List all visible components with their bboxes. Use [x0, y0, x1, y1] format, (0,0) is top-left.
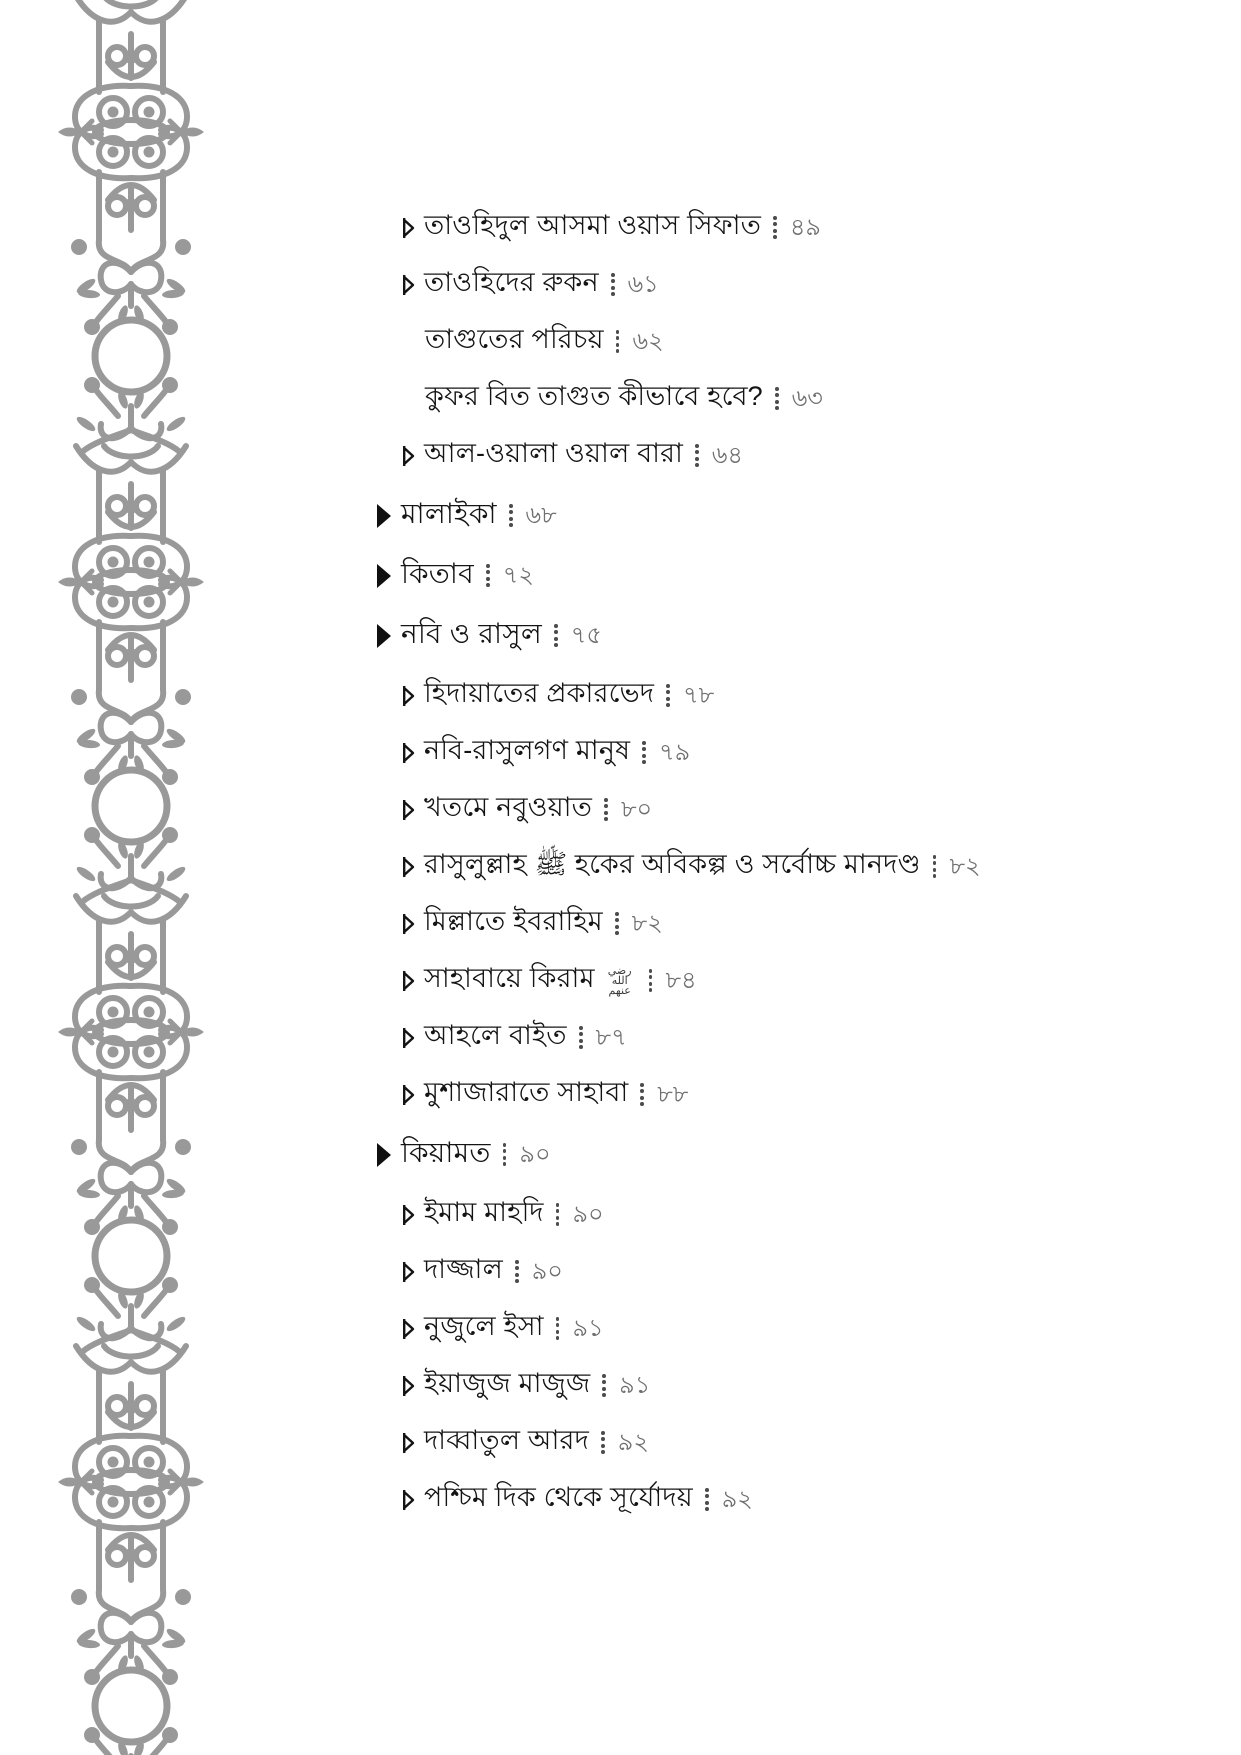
four-dot-separator-icon: [509, 504, 513, 527]
toc-entry-page: ৮৪: [665, 966, 697, 994]
toc-entry-title: কুফর বিত তাগুত কীভাবে হবে?: [425, 381, 763, 411]
toc-entry: [377, 1357, 1217, 1414]
toc-entry: [377, 313, 1217, 370]
four-dot-separator-icon: [554, 624, 558, 647]
toc-entry-page: ৮৭: [595, 1023, 627, 1051]
four-dot-separator-icon: [695, 444, 699, 467]
four-dot-separator-icon: [616, 330, 620, 353]
toc-entry-page: ৯০: [531, 1257, 563, 1285]
toc-entry-title: মুশাজারাতে সাহাবা: [424, 1077, 629, 1107]
table-of-contents: [377, 199, 1217, 1528]
toc-entry-page: ৭২: [502, 561, 534, 589]
toc-entry-title: খতমে নবুওয়াত: [424, 792, 593, 822]
four-dot-separator-icon: [775, 387, 779, 410]
four-dot-separator-icon: [615, 912, 619, 935]
four-dot-separator-icon: [556, 1317, 560, 1340]
toc-entry: [377, 952, 1217, 1009]
toc-entry-page: ৮৮: [657, 1080, 689, 1108]
four-dot-separator-icon: [515, 1260, 519, 1283]
toc-entry: [377, 547, 1217, 604]
outlined-triangle-bullet-icon: [402, 913, 415, 935]
four-dot-separator-icon: [705, 1488, 709, 1511]
toc-entry-page: ৬৮: [525, 501, 557, 529]
outlined-triangle-bullet-icon: [402, 1375, 415, 1397]
filled-triangle-bullet-icon: [377, 504, 391, 528]
toc-entry: [377, 1414, 1217, 1471]
toc-entry-title: আল-ওয়ালা ওয়াল বারা: [424, 438, 684, 468]
filled-triangle-bullet-icon: [377, 564, 391, 588]
outlined-triangle-bullet-icon: [402, 970, 415, 992]
toc-entry: [377, 781, 1217, 838]
outlined-triangle-bullet-icon: [402, 1489, 415, 1511]
four-dot-separator-icon: [503, 1143, 507, 1166]
four-dot-separator-icon: [933, 855, 937, 878]
ornamental-border: [56, 0, 206, 1755]
toc-entry-title: ইমাম মাহদি: [424, 1197, 544, 1227]
outlined-triangle-bullet-icon: [402, 742, 415, 764]
toc-entry-title: নবি-রাসুলগণ মানুষ: [424, 735, 631, 765]
toc-entry: [377, 667, 1217, 724]
toc-entry-title: নুজুলে ইসা: [424, 1311, 544, 1341]
toc-entry: [377, 1066, 1217, 1123]
outlined-triangle-bullet-icon: [402, 1084, 415, 1106]
toc-entry: [377, 199, 1217, 256]
toc-entry-page: ৬২: [632, 327, 664, 355]
radi-allahu-anhum-seal: رضي الله عنهم: [607, 964, 632, 997]
four-dot-separator-icon: [604, 798, 608, 821]
toc-entry: [377, 1126, 1217, 1183]
toc-entry: [377, 724, 1217, 781]
four-dot-separator-icon: [579, 1026, 583, 1049]
four-dot-separator-icon: [486, 564, 490, 587]
toc-entry-page: ৬৪: [711, 441, 744, 469]
outlined-triangle-bullet-icon: [402, 217, 415, 239]
outlined-triangle-bullet-icon: [402, 1261, 415, 1283]
toc-entry: [377, 607, 1217, 664]
toc-entry: [377, 1186, 1217, 1243]
toc-entry-page: ৬১: [627, 270, 659, 298]
toc-entry-title: দাজ্জাল: [424, 1254, 503, 1284]
four-dot-separator-icon: [602, 1374, 606, 1397]
toc-entry-page: ৭৫: [570, 621, 602, 649]
toc-entry-title: মালাইকা: [401, 498, 497, 529]
toc-entry-page: ৯০: [519, 1140, 551, 1168]
toc-entry-page: ৮২: [949, 852, 981, 880]
outlined-triangle-bullet-icon: [402, 856, 415, 878]
outlined-triangle-bullet-icon: [402, 685, 415, 707]
four-dot-separator-icon: [601, 1431, 605, 1454]
toc-entry-page: ৯০: [572, 1200, 604, 1228]
toc-entry: [377, 1300, 1217, 1357]
toc-entry-page: ৮২: [631, 909, 663, 937]
toc-entry: [377, 1471, 1217, 1528]
four-dot-separator-icon: [640, 1083, 644, 1106]
toc-entry-title: সাহাবায়ে কিরাম: [424, 963, 595, 993]
toc-entry: [377, 1009, 1217, 1066]
toc-entry: [377, 895, 1217, 952]
outlined-triangle-bullet-icon: [402, 1204, 415, 1226]
toc-entry-page: ৯২: [721, 1485, 753, 1513]
outlined-triangle-bullet-icon: [402, 1027, 415, 1049]
four-dot-separator-icon: [642, 741, 646, 764]
four-dot-separator-icon: [666, 684, 670, 707]
toc-entry-title: পশ্চিম দিক থেকে সূর্যোদয়: [424, 1482, 693, 1512]
toc-entry-page: ৯১: [572, 1314, 604, 1342]
toc-entry-title: কিয়ামত: [401, 1137, 491, 1168]
outlined-triangle-bullet-icon: [402, 1318, 415, 1340]
outlined-triangle-bullet-icon: [402, 1432, 415, 1454]
toc-entry: [377, 1243, 1217, 1300]
toc-entry-title: হিদায়াতের প্রকারভেদ: [424, 678, 655, 708]
toc-entry-page: ৯২: [617, 1428, 649, 1456]
outlined-triangle-bullet-icon: [402, 445, 415, 467]
toc-entry-page: ৭৯: [659, 738, 691, 766]
toc-entry-title: তাওহিদুল আসমা ওয়াস সিফাত: [424, 210, 762, 240]
outlined-triangle-bullet-icon: [402, 799, 415, 821]
toc-entry: [377, 370, 1217, 427]
toc-entry-title: নবি ও রাসুল: [401, 618, 542, 649]
four-dot-separator-icon: [649, 969, 653, 992]
four-dot-separator-icon: [773, 216, 777, 239]
toc-entry-page: ৮০: [620, 795, 653, 823]
toc-entry-title: রাসুলুল্লাহ ﷺ হকের অবিকল্প ও সর্বোচ্চ মানদণ্ড: [424, 849, 921, 879]
toc-entry-title: ইয়াজুজ মাজুজ: [424, 1368, 591, 1398]
four-dot-separator-icon: [556, 1203, 560, 1226]
toc-entry-title: তাগুতের পরিচয়: [425, 324, 604, 354]
toc-entry-title: দাব্বাতুল আরদ: [424, 1425, 589, 1455]
toc-entry-title: তাওহিদের রুকন: [424, 267, 599, 297]
toc-entry: [377, 427, 1217, 484]
toc-entry-title: কিতাব: [401, 558, 474, 589]
toc-entry: [377, 487, 1217, 544]
four-dot-separator-icon: [611, 273, 615, 296]
toc-entry-page: ৭৮: [683, 681, 715, 709]
toc-entry-page: ৯১: [619, 1371, 651, 1399]
filled-triangle-bullet-icon: [377, 1143, 391, 1167]
toc-entry-title: মিল্লাতে ইবরাহিম: [424, 906, 603, 936]
toc-entry-page: ৪৯: [789, 213, 822, 241]
toc-entry-title: আহলে বাইত: [424, 1020, 567, 1050]
toc-entry: [377, 256, 1217, 313]
filled-triangle-bullet-icon: [377, 624, 391, 648]
outlined-triangle-bullet-icon: [402, 274, 415, 296]
toc-entry-page: ৬৩: [791, 384, 823, 412]
toc-entry: [377, 838, 1217, 895]
